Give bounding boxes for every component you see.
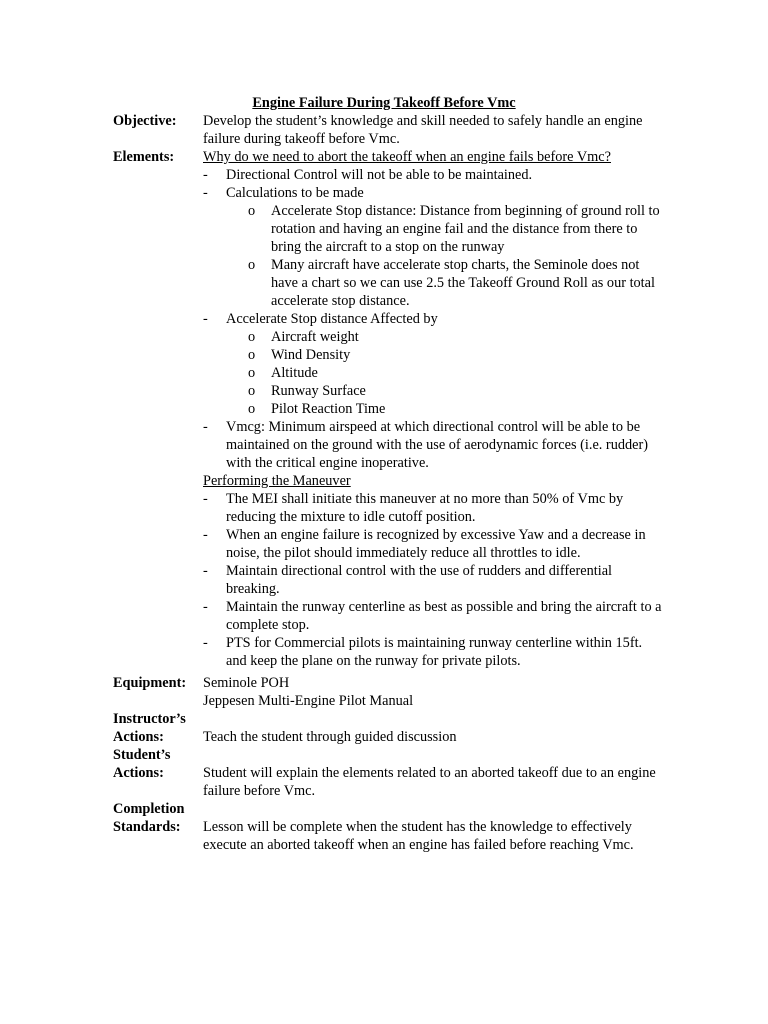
list-item	[203, 310, 665, 328]
list-item	[203, 562, 665, 598]
sub-list-item-text: Pilot Reaction Time	[271, 401, 386, 417]
completion-standards-label	[113, 800, 203, 836]
circle-bullet: o	[248, 383, 256, 399]
sub-list-item-text: Aircraft weight	[271, 329, 359, 345]
instructor-actions-label	[113, 710, 203, 746]
dash-bullet: -	[203, 527, 208, 543]
equipment-item: Jeppesen Multi-Engine Pilot Manual	[203, 693, 414, 709]
sub-list-item	[203, 346, 665, 364]
list-item-text: PTS for Commercial pilots is maintaining runway centerline within 15ft. and keep the plane on the runway for private pilots.	[226, 635, 643, 669]
objective-text: Develop the student’s knowledge and skill needed to safely handle an engine failure during takeoff before Vmc.	[203, 113, 643, 147]
completion-standards-text: Lesson will be complete when the student has the knowledge to effectively execute an aborted takeoff when an engine has failed before reaching Vmc.	[203, 819, 634, 853]
completion-label-line: Completion	[113, 801, 185, 817]
dash-bullet: -	[203, 167, 208, 183]
list-item	[203, 598, 665, 634]
sub-list-item	[203, 256, 665, 310]
dash-bullet: -	[203, 563, 208, 579]
elements-label: Elements:	[113, 149, 175, 165]
sub-list-item	[203, 328, 665, 346]
elements-heading: Why do we need to abort the takeoff when an engine fails before Vmc?	[203, 149, 611, 165]
elements-content	[203, 148, 665, 670]
list-item-text: Calculations to be made	[226, 185, 364, 201]
list-item	[203, 634, 665, 670]
page-title: Engine Failure During Takeoff Before Vmc	[252, 95, 516, 111]
list-item	[203, 526, 665, 562]
instructor-label-line: Instructor’s	[113, 711, 186, 727]
student-label-line: Student’s	[113, 747, 171, 763]
list-item	[203, 166, 665, 184]
equipment-content	[203, 674, 665, 710]
sub-list-item	[203, 400, 665, 418]
list-item-text: When an engine failure is recognized by excessive Yaw and a decrease in noise, the pilot should immediately reduce all throttles to idle.	[226, 527, 646, 561]
instructor-actions-text: Teach the student through guided discussion	[203, 729, 457, 745]
sub-list-item	[203, 202, 665, 256]
sub-list-item-text: Runway Surface	[271, 383, 366, 399]
list-item	[203, 184, 665, 202]
sub-list-item	[203, 364, 665, 382]
circle-bullet: o	[248, 365, 256, 381]
dash-bullet: -	[203, 311, 208, 327]
circle-bullet: o	[248, 203, 256, 219]
student-actions-label	[113, 746, 203, 782]
list-item-text: Maintain directional control with the use of rudders and differential breaking.	[226, 563, 613, 597]
sub-list-item-text: Many aircraft have accelerate stop charts, the Seminole does not have a chart so we can use 2.5 the Takeoff Ground Roll as our total accelerate stop distance.	[271, 257, 655, 309]
list-item-text: The MEI shall initiate this maneuver at no more than 50% of Vmc by reducing the mixture to idle cutoff position.	[226, 491, 624, 525]
dash-bullet: -	[203, 419, 208, 435]
list-item-text: Vmcg: Minimum airspeed at which directional control will be able to be maintained on the ground with the use of aerodynamic forces (i.e. rudder) with the critical engine inoperative.	[226, 419, 649, 471]
sub-list-item	[203, 382, 665, 400]
student-actions-text: Student will explain the elements related to an aborted takeoff due to an engine failure before Vmc.	[203, 765, 656, 799]
list-item	[203, 490, 665, 526]
dash-bullet: -	[203, 491, 208, 507]
completion-label-line: Standards:	[113, 819, 181, 835]
sub-list-item-text: Wind Density	[271, 347, 351, 363]
list-item-text: Maintain the runway centerline as best as possible and bring the aircraft to a complete stop.	[226, 599, 662, 633]
equipment-item: Seminole POH	[203, 675, 290, 691]
list-item-text: Accelerate Stop distance Affected by	[226, 311, 438, 327]
dash-bullet: -	[203, 635, 208, 651]
equipment-label: Equipment:	[113, 675, 187, 691]
dash-bullet: -	[203, 185, 208, 201]
dash-bullet: -	[203, 599, 208, 615]
circle-bullet: o	[248, 347, 256, 363]
student-label-line: Actions:	[113, 765, 164, 781]
list-item-text: Directional Control will not be able to be maintained.	[226, 167, 533, 183]
sub-list-item-text: Accelerate Stop distance: Distance from beginning of ground roll to rotation and having an engine fail and the distance from there to bring the aircraft to a stop on the runway	[271, 203, 660, 255]
circle-bullet: o	[248, 329, 256, 345]
objective-label: Objective:	[113, 113, 177, 129]
circle-bullet: o	[248, 401, 256, 417]
list-item	[203, 418, 665, 472]
sub-list-item-text: Altitude	[271, 365, 318, 381]
instructor-label-line: Actions:	[113, 729, 164, 745]
circle-bullet: o	[248, 257, 256, 273]
performing-heading: Performing the Maneuver	[203, 473, 351, 489]
